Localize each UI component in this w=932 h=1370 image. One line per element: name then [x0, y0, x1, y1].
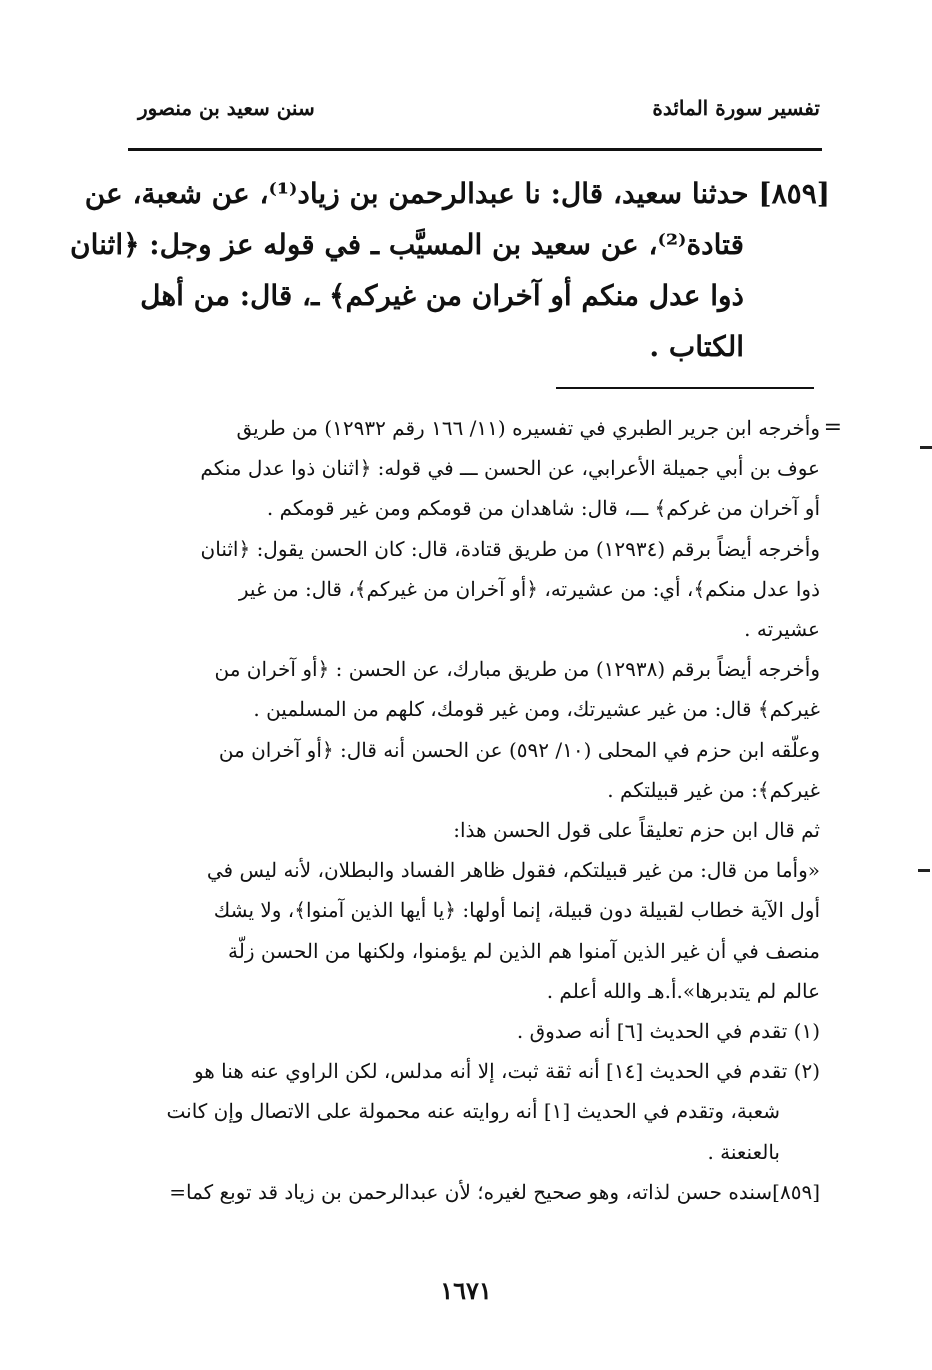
footnote-line: وأخرجه أيضاً برقم (١٢٩٣٨) من طريق مبارك، عن الحسن : ﴿أو آخران من — [214, 657, 820, 682]
footnote-separator — [556, 387, 814, 389]
footnote-line: غيركم﴾ قال: من غير عشيرتك، ومن غير قومك، كلهم من المسلمين . — [253, 697, 820, 722]
hadith-line: ذوا عدل منكم أو آخران من غيركم﴾ ـ، قال: من أهل — [140, 279, 744, 312]
footnote-line: (٢) تقدم في الحديث [١٤] أنه ثقة ثبت، إلا أنه مدلس، لكن الراوي عنه هنا هو — [193, 1059, 820, 1084]
hadith-line: الكتاب . — [649, 330, 744, 363]
footnote-line: عالم لم يتدبرها».أ.هـ والله أعلم . — [546, 978, 820, 1003]
header-rule — [128, 148, 822, 151]
footnote-line: أول الآية خطاب لقبيلة دون قبيلة، إنما أولها: ﴿يا أيها الذين آمنوا﴾، ولا يشك — [213, 898, 820, 923]
footnote-line: شعبة، وتقدم في الحديث [١] أنه روايته عنه محمولة على الاتصال وإن كانت — [166, 1099, 780, 1124]
scan-mark — [920, 446, 932, 449]
footnote-line: عوف بن أبي جميلة الأعرابي، عن الحسن ـــ في قوله: ﴿اثنان ذوا عدل منكم — [200, 456, 820, 481]
footnote-line: بالعنعنة . — [707, 1139, 780, 1164]
hadith-line: قتادة⁽²⁾، عن سعيد بن المسيَّب ـ في قوله عز وجل: ﴿اثنان — [70, 228, 744, 261]
hadith-text — [70, 168, 830, 372]
chapter-title: تفسير سورة المائدة — [652, 96, 820, 120]
footnote-line: غيركم﴾: من غير قبيلتكم . — [607, 777, 820, 802]
footnote-line: عشيرته . — [744, 617, 820, 642]
hadith-line: [٨٥٩] حدثنا سعيد، قال: نا عبدالرحمن بن زياد⁽¹⁾، عن شعبة، عن — [84, 177, 830, 210]
footnote-line: «وأما من قال: من غير قبيلتكم، فقول ظاهر الفساد والبطلان، لأنه ليس في — [206, 858, 820, 883]
running-header — [130, 96, 820, 136]
page-number: ١٦٧١ — [440, 1276, 492, 1305]
footnote-line: منصف في أن غير الذين آمنوا هم الذين لم يؤمنوا، ولكنها من الحسن زلّة — [228, 938, 820, 963]
footnote-line: = وأخرجه ابن جرير الطبري في تفسيره (١١/ ١٦٦ رقم ١٢٩٣٢) من طريق — [118, 408, 820, 448]
footnotes — [118, 408, 842, 1212]
scan-mark — [918, 869, 930, 872]
continuation-marker: = — [823, 415, 842, 440]
footnote-line: (١) تقدم في الحديث [٦] أنه صدوق . — [516, 1019, 820, 1044]
footnote-line: وأخرجه أيضاً برقم (١٢٩٣٤) من طريق قتادة، قال: كان الحسن يقول: ﴿اثنان — [200, 536, 820, 561]
footnote-line: أو آخران من غركم﴾ ـــ، قال: شاهدان من قومكم ومن غير قومكم . — [266, 496, 820, 521]
book-title: سنن سعيد بن منصور — [138, 96, 315, 120]
footnote-line: وعلّقه ابن حزم في المحلى (١٠/ ٥٩٢) عن الحسن أنه قال: ﴿أو آخران من — [218, 737, 820, 762]
footnote-line: ثم قال ابن حزم تعليقاً على قول الحسن هذا: — [453, 818, 820, 843]
footnote-line: [٨٥٩]سنده حسن لذاته، وهو صحيح لغيره؛ لأن عبدالرحمن بن زياد قد توبع كما= — [169, 1179, 820, 1204]
footnote-line: ذوا عدل منكم﴾، أي: من عشيرته، ﴿أو آخران من غيركم﴾، قال: من غير — [238, 576, 820, 601]
